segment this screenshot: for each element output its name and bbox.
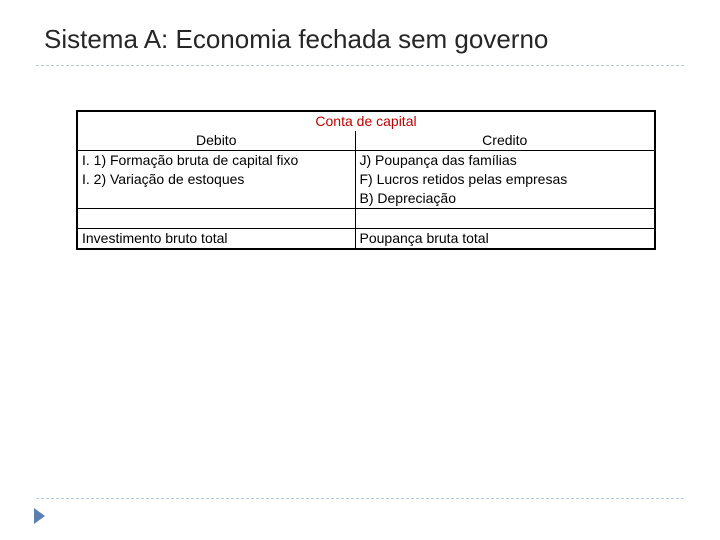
- debit-total: Investimento bruto total: [77, 229, 355, 250]
- blank-row: [77, 209, 655, 229]
- debit-item: I. 2) Variação de estoques: [77, 170, 355, 189]
- caption-row: [77, 111, 655, 131]
- capital-account-table: [76, 110, 656, 250]
- totals-row: [77, 229, 655, 250]
- credit-item: J) Poupança das famílias: [355, 151, 655, 171]
- credit-header: Credito: [482, 132, 528, 148]
- bottom-divider: [36, 498, 684, 499]
- header-row: [77, 131, 655, 151]
- table-row: [77, 170, 655, 189]
- table-caption: Conta de capital: [315, 113, 417, 129]
- blank-cell: [355, 209, 655, 229]
- blank-cell: [77, 209, 355, 229]
- credit-total: Poupança bruta total: [355, 229, 655, 250]
- table-row: [77, 151, 655, 171]
- credit-item: B) Depreciação: [359, 190, 456, 206]
- credit-item: F) Lucros retidos pelas empresas: [359, 171, 568, 187]
- debit-item: I. 1) Formação bruta de capital fixo: [77, 151, 355, 171]
- debit-header: Debito: [77, 131, 355, 151]
- debit-empty-cell: [77, 189, 355, 209]
- slide-title: Sistema A: Economia fechada sem governo: [44, 24, 549, 54]
- triangle-bullet-icon: [34, 508, 45, 524]
- top-divider: [36, 65, 684, 66]
- table-row: [77, 189, 655, 209]
